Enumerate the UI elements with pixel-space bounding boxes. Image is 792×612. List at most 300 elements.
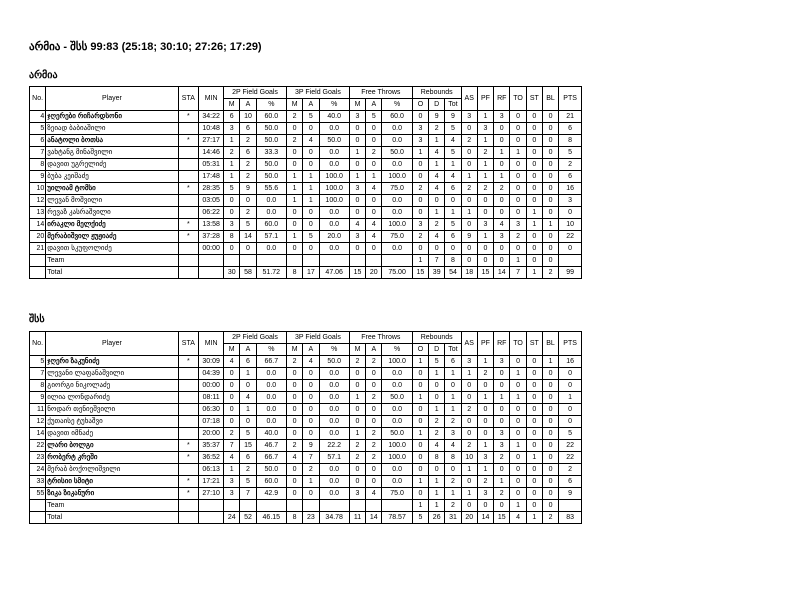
player-fg2-attempted: 2 — [240, 135, 256, 147]
player-fg3-attempted: 2 — [303, 464, 319, 476]
player-ft-made: 0 — [349, 159, 365, 171]
player-rebounds-total: 9 — [445, 111, 461, 123]
player-ft-made: 0 — [349, 404, 365, 416]
player-minutes: 34:22 — [199, 111, 224, 123]
player-ft-pct: 100.0 — [382, 356, 412, 368]
starter-mark: * — [178, 476, 199, 488]
header-as: AS — [461, 87, 477, 111]
player-rebounds-total: 6 — [445, 231, 461, 243]
total-ft-attempted: 20 — [366, 267, 382, 279]
player-ft-pct: 100.0 — [382, 452, 412, 464]
player-turnovers: 0 — [510, 380, 526, 392]
player-fg3-attempted: 9 — [303, 440, 319, 452]
header-to: TO — [510, 332, 526, 356]
player-points: 0 — [559, 404, 582, 416]
player-number: 7 — [30, 147, 46, 159]
team-row-empty — [178, 500, 199, 512]
player-fg3-attempted: 5 — [303, 111, 319, 123]
player-fouls-received: 2 — [494, 452, 510, 464]
player-rebounds-offensive: 0 — [412, 440, 428, 452]
header-fg2: 2P Field Goals — [224, 87, 287, 99]
player-fg2-attempted: 6 — [240, 356, 256, 368]
player-ft-made: 0 — [349, 464, 365, 476]
player-ft-pct: 100.0 — [382, 440, 412, 452]
player-steals: 0 — [526, 147, 542, 159]
player-fg2-made: 0 — [224, 243, 240, 255]
total-steals: 1 — [526, 267, 542, 279]
player-rebounds-offensive: 1 — [412, 147, 428, 159]
player-rebounds-offensive: 0 — [412, 404, 428, 416]
subheader-attempted: A — [303, 99, 319, 111]
player-fg3-attempted: 0 — [303, 147, 319, 159]
header-rf: RF — [494, 332, 510, 356]
player-number: 10 — [30, 183, 46, 195]
player-blocks: 0 — [542, 243, 558, 255]
player-fg3-made: 0 — [286, 476, 302, 488]
player-fg3-attempted: 0 — [303, 392, 319, 404]
team-heading-home: არმია — [29, 70, 58, 81]
team-row-empty — [286, 255, 302, 267]
player-assists: 0 — [461, 392, 477, 404]
player-ft-made: 3 — [349, 488, 365, 500]
player-points: 5 — [559, 428, 582, 440]
player-personal-fouls: 3 — [477, 219, 493, 231]
player-fg3-pct: 0.0 — [319, 416, 349, 428]
player-ft-attempted: 0 — [366, 464, 382, 476]
player-minutes: 00:00 — [199, 243, 224, 255]
player-turnovers: 1 — [510, 440, 526, 452]
total-fg2-made: 24 — [224, 512, 240, 524]
header-pts: PTS — [559, 87, 582, 111]
player-fg2-attempted: 2 — [240, 464, 256, 476]
player-row — [30, 452, 582, 464]
total-row-min — [199, 512, 224, 524]
player-rebounds-offensive: 2 — [412, 183, 428, 195]
player-row — [30, 380, 582, 392]
player-assists: 9 — [461, 231, 477, 243]
player-fg2-attempted: 2 — [240, 171, 256, 183]
player-fg2-pct: 0.0 — [256, 416, 286, 428]
player-row — [30, 219, 582, 231]
player-rebounds-defensive: 4 — [429, 440, 445, 452]
player-ft-made: 0 — [349, 135, 365, 147]
player-personal-fouls: 0 — [477, 207, 493, 219]
player-fg2-attempted: 6 — [240, 147, 256, 159]
player-rebounds-defensive: 1 — [429, 476, 445, 488]
player-turnovers: 0 — [510, 243, 526, 255]
player-fg3-pct: 40.0 — [319, 111, 349, 123]
player-steals: 0 — [526, 476, 542, 488]
total-fg3-made: 8 — [286, 512, 302, 524]
player-ft-made: 0 — [349, 416, 365, 428]
team-row-empty — [349, 255, 365, 267]
player-rebounds-offensive: 0 — [412, 488, 428, 500]
player-steals: 0 — [526, 159, 542, 171]
player-ft-attempted: 0 — [366, 207, 382, 219]
player-fg2-attempted: 7 — [240, 488, 256, 500]
player-steals: 0 — [526, 195, 542, 207]
player-fouls-received: 3 — [494, 111, 510, 123]
player-turnovers: 0 — [510, 428, 526, 440]
player-points: 9 — [559, 488, 582, 500]
player-rebounds-offensive: 1 — [412, 392, 428, 404]
player-assists: 1 — [461, 171, 477, 183]
player-row — [30, 356, 582, 368]
player-name: ილია ლონდარიძე — [46, 392, 178, 404]
player-rebounds-total: 0 — [445, 243, 461, 255]
player-number: 12 — [30, 195, 46, 207]
player-fg3-made: 0 — [286, 368, 302, 380]
player-rebounds-defensive: 0 — [429, 380, 445, 392]
player-fg2-made: 1 — [224, 159, 240, 171]
player-points: 5 — [559, 147, 582, 159]
total-rebounds-offensive: 5 — [412, 512, 428, 524]
player-fg2-pct: 0.0 — [256, 392, 286, 404]
player-fg3-pct: 50.0 — [319, 356, 349, 368]
total-fg2-pct: 51.72 — [256, 267, 286, 279]
player-fouls-received: 0 — [494, 195, 510, 207]
player-fg2-made: 0 — [224, 368, 240, 380]
total-rebounds-offensive: 15 — [412, 267, 428, 279]
player-row — [30, 135, 582, 147]
player-fg3-made: 1 — [286, 183, 302, 195]
player-name: დავით უგრელიძე — [46, 159, 178, 171]
player-personal-fouls: 0 — [477, 404, 493, 416]
player-assists: 2 — [461, 135, 477, 147]
player-name: ვახტანგ მინაშვილი — [46, 147, 178, 159]
player-steals: 0 — [526, 171, 542, 183]
total-row — [30, 267, 582, 279]
player-turnovers: 0 — [510, 183, 526, 195]
subheader-made: M — [349, 99, 365, 111]
player-blocks: 0 — [542, 171, 558, 183]
player-ft-made: 4 — [349, 219, 365, 231]
player-rebounds-total: 3 — [445, 428, 461, 440]
player-rebounds-defensive: 1 — [429, 135, 445, 147]
player-name: ჯღერები რიჩარდსონი — [46, 111, 178, 123]
player-rebounds-offensive: 3 — [412, 123, 428, 135]
header-rf: RF — [494, 87, 510, 111]
player-rebounds-total: 6 — [445, 183, 461, 195]
player-fouls-received: 0 — [494, 243, 510, 255]
player-fg3-made: 4 — [286, 452, 302, 464]
player-name: გიორგი ნიკოლაძე — [46, 380, 178, 392]
player-rebounds-offensive: 0 — [412, 380, 428, 392]
starter-mark: * — [178, 135, 199, 147]
player-ft-made: 3 — [349, 231, 365, 243]
player-turnovers: 0 — [510, 404, 526, 416]
player-turnovers: 3 — [510, 219, 526, 231]
team-row-number — [30, 500, 46, 512]
header-sta: STA — [178, 87, 199, 111]
player-name: მერაბ ბოქოლიშვილი — [46, 464, 178, 476]
team-turnovers: 1 — [510, 255, 526, 267]
team-rebounds-total: 8 — [445, 255, 461, 267]
player-fg3-pct: 0.0 — [319, 392, 349, 404]
starter-mark — [178, 464, 199, 476]
starter-mark: * — [178, 488, 199, 500]
player-turnovers: 1 — [510, 147, 526, 159]
player-steals: 0 — [526, 231, 542, 243]
team-row-empty — [224, 500, 240, 512]
player-fg2-made: 2 — [224, 428, 240, 440]
player-fg3-made: 0 — [286, 488, 302, 500]
player-rebounds-offensive: 1 — [412, 356, 428, 368]
total-personal-fouls: 15 — [477, 267, 493, 279]
player-ft-attempted: 4 — [366, 219, 382, 231]
game-title: არმია - შსს 99:83 (25:18; 30:10; 27:26; 17:29) — [29, 41, 262, 53]
player-ft-made: 2 — [349, 452, 365, 464]
player-fg3-attempted: 0 — [303, 488, 319, 500]
player-fouls-received: 4 — [494, 219, 510, 231]
player-steals: 0 — [526, 243, 542, 255]
player-minutes: 28:35 — [199, 183, 224, 195]
header-row — [30, 87, 582, 99]
total-blocks: 2 — [542, 267, 558, 279]
player-blocks: 0 — [542, 392, 558, 404]
player-fg2-made: 0 — [224, 380, 240, 392]
player-steals: 0 — [526, 123, 542, 135]
player-fg3-attempted: 0 — [303, 416, 319, 428]
player-name: ლარი ბოლგი — [46, 440, 178, 452]
player-rebounds-defensive: 0 — [429, 243, 445, 255]
total-row-label: Total — [46, 267, 178, 279]
player-ft-attempted: 2 — [366, 440, 382, 452]
player-number: 55 — [30, 488, 46, 500]
player-ft-attempted: 4 — [366, 183, 382, 195]
player-fouls-received: 0 — [494, 159, 510, 171]
player-fg3-made: 2 — [286, 356, 302, 368]
subheader-pct: % — [382, 99, 412, 111]
player-fg2-attempted: 5 — [240, 428, 256, 440]
player-rebounds-total: 4 — [445, 135, 461, 147]
team-row-empty — [199, 500, 224, 512]
total-fg2-attempted: 52 — [240, 512, 256, 524]
subheader-attempted: A — [240, 99, 256, 111]
player-points: 22 — [559, 452, 582, 464]
player-rebounds-total: 8 — [445, 452, 461, 464]
total-fg2-made: 30 — [224, 267, 240, 279]
team-assists: 0 — [461, 255, 477, 267]
team-fouls-received: 0 — [494, 500, 510, 512]
player-fg3-made: 0 — [286, 464, 302, 476]
player-turnovers: 1 — [510, 368, 526, 380]
player-assists: 10 — [461, 452, 477, 464]
player-fg3-attempted: 1 — [303, 195, 319, 207]
player-fg3-pct: 0.0 — [319, 207, 349, 219]
starter-mark — [178, 123, 199, 135]
player-ft-attempted: 0 — [366, 159, 382, 171]
total-fg3-made: 8 — [286, 267, 302, 279]
player-fg2-pct: 66.7 — [256, 452, 286, 464]
player-ft-pct: 0.0 — [382, 368, 412, 380]
subheader-made: M — [224, 99, 240, 111]
player-personal-fouls: 1 — [477, 356, 493, 368]
player-turnovers: 0 — [510, 452, 526, 464]
player-rebounds-offensive: 0 — [412, 159, 428, 171]
player-ft-pct: 0.0 — [382, 207, 412, 219]
total-row-label: Total — [46, 512, 178, 524]
player-assists: 1 — [461, 464, 477, 476]
player-number: 11 — [30, 404, 46, 416]
player-fg3-pct: 0.0 — [319, 368, 349, 380]
header-ft: Free Throws — [349, 332, 412, 344]
player-ft-made: 1 — [349, 147, 365, 159]
header-no: No. — [30, 87, 46, 111]
player-steals: 0 — [526, 488, 542, 500]
player-personal-fouls: 0 — [477, 428, 493, 440]
player-minutes: 36:52 — [199, 452, 224, 464]
player-fg2-pct: 66.7 — [256, 356, 286, 368]
player-turnovers: 0 — [510, 207, 526, 219]
player-rebounds-offensive: 1 — [412, 476, 428, 488]
player-rebounds-offensive: 0 — [412, 416, 428, 428]
player-rebounds-defensive: 4 — [429, 183, 445, 195]
player-rebounds-total: 1 — [445, 159, 461, 171]
player-ft-attempted: 2 — [366, 392, 382, 404]
player-rebounds-offensive: 0 — [412, 452, 428, 464]
player-fg2-pct: 40.0 — [256, 428, 286, 440]
player-minutes: 17:48 — [199, 171, 224, 183]
player-blocks: 0 — [542, 368, 558, 380]
player-rebounds-offensive: 0 — [412, 195, 428, 207]
player-ft-pct: 100.0 — [382, 219, 412, 231]
player-assists: 0 — [461, 428, 477, 440]
player-fg2-attempted: 1 — [240, 368, 256, 380]
player-personal-fouls: 0 — [477, 195, 493, 207]
player-minutes: 04:39 — [199, 368, 224, 380]
header-pts: PTS — [559, 332, 582, 356]
player-fg2-made: 3 — [224, 219, 240, 231]
player-row — [30, 488, 582, 500]
player-fg2-made: 2 — [224, 147, 240, 159]
subheader-pct: % — [256, 344, 286, 356]
team-row-empty — [382, 255, 412, 267]
player-ft-attempted: 0 — [366, 243, 382, 255]
player-turnovers: 1 — [510, 392, 526, 404]
player-fg2-made: 4 — [224, 452, 240, 464]
player-fg2-attempted: 9 — [240, 183, 256, 195]
player-blocks: 0 — [542, 452, 558, 464]
player-fg2-pct: 46.7 — [256, 440, 286, 452]
player-rebounds-total: 0 — [445, 380, 461, 392]
player-rebounds-defensive: 4 — [429, 171, 445, 183]
player-assists: 0 — [461, 243, 477, 255]
player-fg2-pct: 55.6 — [256, 183, 286, 195]
player-rebounds-total: 0 — [445, 195, 461, 207]
player-steals: 1 — [526, 452, 542, 464]
player-fg3-made: 0 — [286, 392, 302, 404]
player-points: 6 — [559, 123, 582, 135]
subheader-total: Tot — [445, 99, 461, 111]
player-fg3-attempted: 0 — [303, 404, 319, 416]
team-rebounds-offensive: 1 — [412, 500, 428, 512]
total-fg2-attempted: 58 — [240, 267, 256, 279]
total-steals: 1 — [526, 512, 542, 524]
team-rebounds-defensive: 1 — [429, 500, 445, 512]
player-blocks: 0 — [542, 428, 558, 440]
player-ft-attempted: 5 — [366, 111, 382, 123]
player-name: ტრისიი სმიტი — [46, 476, 178, 488]
player-fg3-pct: 0.0 — [319, 488, 349, 500]
player-ft-attempted: 4 — [366, 488, 382, 500]
player-ft-pct: 50.0 — [382, 428, 412, 440]
player-fg3-made: 2 — [286, 440, 302, 452]
player-fg3-attempted: 0 — [303, 428, 319, 440]
player-fg2-pct: 50.0 — [256, 171, 286, 183]
header-rebounds: Rebounds — [412, 332, 461, 344]
player-personal-fouls: 0 — [477, 243, 493, 255]
player-points: 16 — [559, 183, 582, 195]
subheader-pct: % — [382, 344, 412, 356]
player-points: 0 — [559, 416, 582, 428]
player-ft-made: 1 — [349, 171, 365, 183]
player-fg2-pct: 50.0 — [256, 464, 286, 476]
player-blocks: 0 — [542, 147, 558, 159]
player-ft-made: 0 — [349, 243, 365, 255]
player-row — [30, 231, 582, 243]
player-name: ირაკლი მელქიძე — [46, 219, 178, 231]
player-name: დავით იმნაძე — [46, 428, 178, 440]
total-assists: 18 — [461, 267, 477, 279]
player-fg2-pct: 57.1 — [256, 231, 286, 243]
player-assists: 1 — [461, 207, 477, 219]
player-fg3-made: 1 — [286, 195, 302, 207]
player-blocks: 0 — [542, 380, 558, 392]
player-turnovers: 0 — [510, 195, 526, 207]
player-rebounds-total: 4 — [445, 171, 461, 183]
player-minutes: 35:37 — [199, 440, 224, 452]
starter-mark — [178, 416, 199, 428]
player-fg2-attempted: 6 — [240, 123, 256, 135]
player-assists: 3 — [461, 111, 477, 123]
player-fouls-received: 2 — [494, 488, 510, 500]
player-fg3-made: 0 — [286, 219, 302, 231]
player-personal-fouls: 2 — [477, 183, 493, 195]
starter-mark: * — [178, 219, 199, 231]
box-score-table-away — [29, 331, 582, 524]
starter-mark — [178, 195, 199, 207]
player-fouls-received: 3 — [494, 428, 510, 440]
player-steals: 0 — [526, 440, 542, 452]
team-personal-fouls: 0 — [477, 255, 493, 267]
player-name: ზეიად ბაბიაშილი — [46, 123, 178, 135]
player-fg3-attempted: 0 — [303, 123, 319, 135]
player-row — [30, 123, 582, 135]
player-steals: 0 — [526, 392, 542, 404]
player-fg3-attempted: 0 — [303, 219, 319, 231]
player-minutes: 06:30 — [199, 404, 224, 416]
total-rebounds-defensive: 39 — [429, 267, 445, 279]
player-steals: 0 — [526, 111, 542, 123]
player-points: 0 — [559, 380, 582, 392]
player-minutes: 27:10 — [199, 488, 224, 500]
player-ft-pct: 0.0 — [382, 243, 412, 255]
player-rebounds-offensive: 1 — [412, 428, 428, 440]
player-fg3-made: 2 — [286, 135, 302, 147]
player-blocks: 0 — [542, 111, 558, 123]
player-fg3-attempted: 1 — [303, 476, 319, 488]
team-row-label: Team — [46, 255, 178, 267]
header-pf: PF — [477, 87, 493, 111]
player-blocks: 0 — [542, 488, 558, 500]
player-blocks: 0 — [542, 183, 558, 195]
player-points: 16 — [559, 356, 582, 368]
player-assists: 0 — [461, 380, 477, 392]
player-rebounds-total: 5 — [445, 123, 461, 135]
player-rebounds-defensive: 1 — [429, 404, 445, 416]
starter-mark: * — [178, 111, 199, 123]
